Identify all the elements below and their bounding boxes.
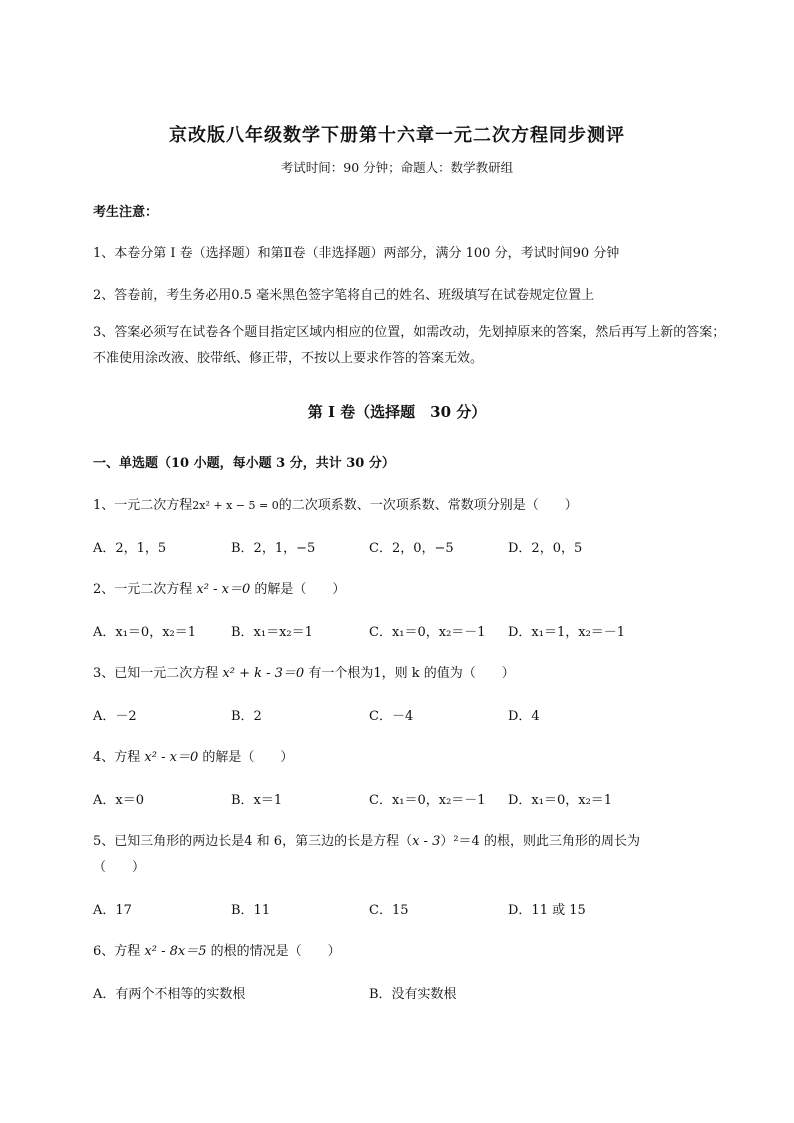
question-2-option-d[interactable]: D．x₁＝1，x₂＝－1	[508, 625, 626, 640]
question-3-stem-pre: 3、已知一元二次方程	[93, 666, 223, 681]
question-5-stem-post: ）²＝4 的根，则此三角形的周长为	[440, 834, 640, 849]
question-6-stem-pre: 6、方程	[93, 944, 145, 959]
notice-item-3: 3、答案必须写在试卷各个题目指定区域内相应的位置，如需改动，先划掉原来的答案，然后再写上新的答案；不准使用涂改液、胶带纸、修正带，不按以上要求作答的答案无效。	[93, 325, 726, 366]
question-5-option-c[interactable]: C．15	[369, 903, 409, 918]
question-2-stem-pre: 2、一元二次方程	[93, 582, 197, 597]
page-subtitle: 考试时间：90 分钟；命题人：数学教研组	[280, 160, 514, 175]
question-6-stem	[93, 940, 341, 959]
question-1-stem-post: 的二次项系数、一次项系数、常数项分别是（ ）	[278, 498, 578, 513]
question-4-option-c[interactable]: C．x₁＝0，x₂＝－1	[369, 793, 486, 808]
question-4-stem-pre: 4、方程	[93, 750, 145, 765]
question-5-option-d[interactable]: D．11 或 15	[508, 903, 586, 918]
question-5-option-b[interactable]: B．11	[231, 903, 271, 918]
question-5-stem-line2: （ ）	[93, 860, 146, 875]
question-5-stem-pre: 5、已知三角形的两边长是4 和 6，第三边的长是方程（	[93, 834, 413, 849]
question-3-option-b[interactable]: B．2	[231, 709, 262, 724]
question-5-equation: x - 3	[412, 834, 441, 849]
question-4-option-b[interactable]: B．x＝1	[231, 793, 283, 808]
question-4-option-a[interactable]: A．x＝0	[93, 793, 144, 808]
question-5-option-a[interactable]: A．17	[93, 903, 132, 918]
question-1-stem-pre: 1、一元二次方程	[93, 498, 193, 513]
question-3-option-c[interactable]: C．－4	[369, 709, 414, 724]
question-2-stem-post: 的解是（ ）	[250, 582, 346, 597]
question-1-option-c[interactable]: C．2，0，−5	[369, 541, 454, 556]
question-4-stem	[93, 746, 293, 765]
page-title: 京改版八年级数学下册第十六章一元二次方程同步测评	[169, 125, 625, 146]
question-2-stem	[93, 578, 345, 597]
question-1-option-b[interactable]: B．2，1，−5	[231, 541, 316, 556]
question-1-option-a[interactable]: A．2，1，5	[93, 541, 167, 556]
notice-item-2: 2、答卷前，考生务必用0.5 毫米黑色签字笔将自己的姓名、班级填写在试卷规定位置上	[93, 288, 595, 303]
question-4-option-d[interactable]: D．x₁＝0，x₂＝1	[508, 793, 613, 808]
question-1-equation: 2x² + x − 5 = 0	[192, 499, 279, 512]
question-3-stem-post: 有一个根为1，则 k 的值为（ ）	[304, 666, 515, 681]
question-1-option-d[interactable]: D．2，0，5	[508, 541, 583, 556]
question-6-equation: x² - 8x＝5	[144, 944, 207, 959]
notice-item-1: 1、本卷分第 I 卷（选择题）和第Ⅱ卷（非选择题）两部分，满分 100 分，考试时间90 分钟	[93, 246, 620, 261]
question-2-equation: x² - x＝0	[196, 582, 251, 597]
question-6-stem-post: 的根的情况是（ ）	[206, 944, 341, 959]
question-3-option-a[interactable]: A．－2	[93, 709, 137, 724]
question-2-option-c[interactable]: C．x₁＝0，x₂＝－1	[369, 625, 486, 640]
question-4-equation: x² - x＝0	[144, 750, 199, 765]
question-5-stem	[93, 830, 640, 849]
part-heading: 一、单选题（10 小题，每小题 3 分，共计 30 分）	[93, 456, 395, 471]
question-4-stem-post: 的解是（ ）	[198, 750, 294, 765]
question-3-option-d[interactable]: D．4	[508, 709, 540, 724]
question-2-option-a[interactable]: A．x₁＝0，x₂＝1	[93, 625, 197, 640]
question-6-option-b[interactable]: B．没有实数根	[369, 987, 457, 1002]
notice-heading: 考生注意：	[93, 205, 159, 220]
question-2-option-b[interactable]: B．x₁＝x₂＝1	[231, 625, 313, 640]
section-title: 第 I 卷（选择题 30 分）	[307, 403, 487, 421]
question-6-option-a[interactable]: A．有两个不相等的实数根	[93, 987, 246, 1002]
question-1-stem	[93, 494, 578, 513]
question-3-equation: x² + k - 3＝0	[222, 666, 305, 681]
question-3-stem	[93, 662, 515, 681]
